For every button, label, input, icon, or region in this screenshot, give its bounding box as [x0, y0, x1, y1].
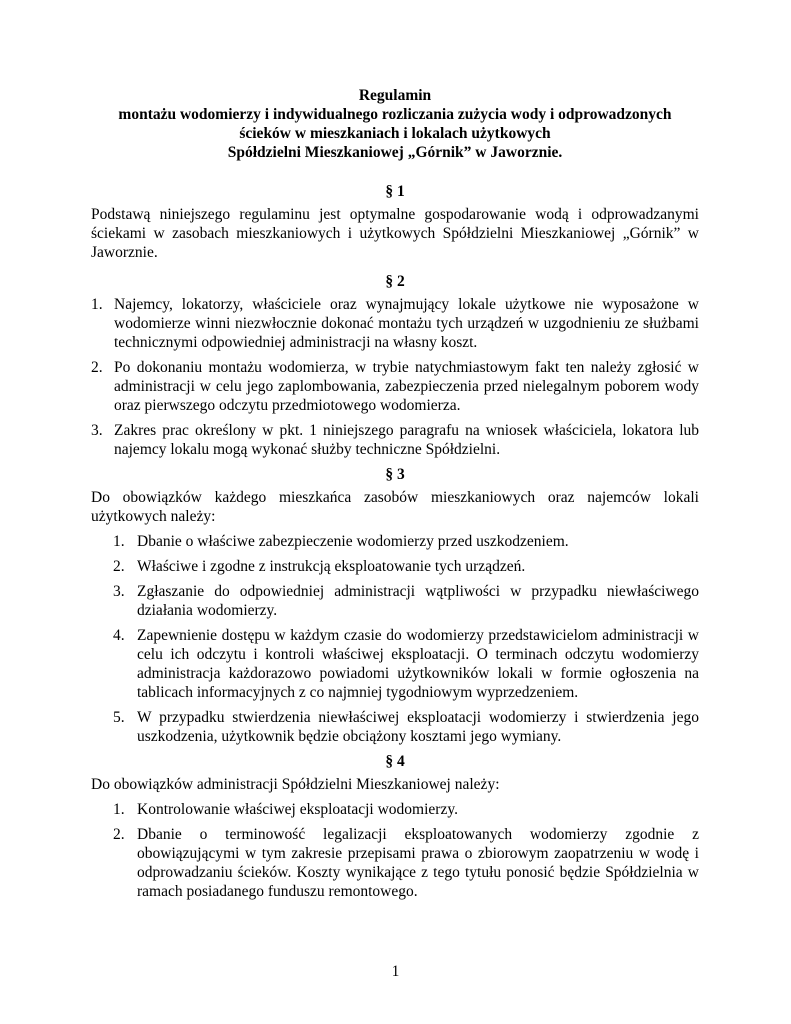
list-item-text: Zakres prac określony w pkt. 1 niniejszego paragrafu na wniosek właściciela, lokatora lub najemcy lokalu mogą wykonać służby techniczne Spółdzielni. [114, 422, 699, 458]
list-item-text: Najemcy, lokatorzy, właściciele oraz wynajmujący lokale użytkowe nie wyposażone w wodomierze winni niezwłocznie dokonać montażu tych urządzeń w uzgodnieniu ze służbami technicznymi odpowiedniej administracji na własny koszt. [114, 296, 699, 351]
list-item-number: 1. [91, 296, 103, 313]
list-item-number: 5. [113, 709, 125, 726]
section-1-text: Podstawą niniejszego regulaminu jest optymalne gospodarowanie wodą i odprowadzanymi ściekami w zasobach mieszkaniowych i użytkowych Spółdzielni Mieszkaniowej „Górnik” w Jaworznie. [91, 206, 699, 261]
list-item-number: 1. [113, 801, 125, 818]
list-item-number: 2. [113, 826, 125, 843]
list-item [91, 825, 699, 901]
section-3-list [91, 532, 699, 746]
list-item-text: Zgłaszanie do odpowiedniej administracji wątpliwości w przypadku niewłaściwego działania wodomierzy. [137, 583, 699, 619]
list-item-text: Dbanie o właściwe zabezpieczenie wodomierzy przed uszkodzeniem. [137, 533, 569, 550]
document-title-line-4: Spółdzielni Mieszkaniowej „Górnik” w Jaworznie. [227, 144, 563, 161]
list-item [91, 557, 699, 576]
document-title-line-3: ścieków w mieszkaniach i lokalach użytkowych [239, 125, 551, 142]
list-item [91, 532, 699, 551]
section-3-heading: § 3 [385, 466, 405, 483]
section-4-intro: Do obowiązków administracji Spółdzielni Mieszkaniowej należy: [91, 776, 500, 793]
section-4-list [91, 800, 699, 901]
document-title-line-1: Regulamin [358, 87, 432, 104]
section-1-heading: § 1 [385, 183, 405, 200]
list-item-number: 4. [113, 627, 125, 644]
list-item [91, 358, 699, 415]
list-item-text: W przypadku stwierdzenia niewłaściwej eksploatacji wodomierzy i stwierdzenia jego uszkodzenia, użytkownik będzie obciążony kosztami jego wymiany. [137, 709, 699, 745]
list-item-number: 2. [113, 558, 125, 575]
list-item [91, 295, 699, 352]
section-2-list [91, 295, 699, 459]
list-item [91, 582, 699, 620]
list-item-text: Dbanie o terminowość legalizacji eksploatowanych wodomierzy zgodnie z obowiązującymi w tym zakresie przepisami prawa o zbiorowym zaopatrzeniu w wodę i odprowadzaniu ścieków. Koszty wynikające z tego tytułu ponosić będzie Spółdzielnia w ramach posiadanego funduszu remontowego. [137, 826, 699, 900]
list-item-text: Właściwe i zgodne z instrukcją eksploatowanie tych urządzeń. [137, 558, 526, 575]
list-item-text: Kontrolowanie właściwej eksploatacji wodomierzy. [137, 801, 458, 818]
list-item-text: Zapewnienie dostępu w każdym czasie do wodomierzy przedstawicielom administracji w celu ich odczytu i kontroli właściwej eksploatacji. O terminach odczytu wodomierzy administracja każdorazowo powiadomi użytkowników lokali w formie ogłoszenia na tablicach informacyjnych z co najmniej tygodniowym wyprzedzeniem. [137, 627, 699, 701]
list-item-number: 3. [91, 422, 103, 439]
list-item-number: 1. [113, 533, 125, 550]
section-2-heading: § 2 [385, 273, 405, 290]
document-title-line-2: montażu wodomierzy i indywidualnego rozliczania zużycia wody i odprowadzonych [118, 106, 672, 123]
list-item [91, 421, 699, 459]
list-item-number: 2. [91, 359, 103, 376]
list-item [91, 800, 699, 819]
list-item-number: 3. [113, 583, 125, 600]
section-4-heading: § 4 [385, 753, 405, 770]
list-item-text: Po dokonaniu montażu wodomierza, w trybie natychmiastowym fakt ten należy zgłosić w administracji w celu jego zaplombowania, zabezpieczenia przed nielegalnym poborem wody oraz pierwszego odczytu przedmiotowego wodomierza. [114, 359, 699, 414]
list-item [91, 708, 699, 746]
page-number: 1 [391, 963, 400, 980]
document-page [91, 86, 699, 907]
section-3-intro: Do obowiązków każdego mieszkańca zasobów mieszkaniowych oraz najemców lokali użytkowych należy: [91, 489, 699, 525]
list-item [91, 626, 699, 702]
